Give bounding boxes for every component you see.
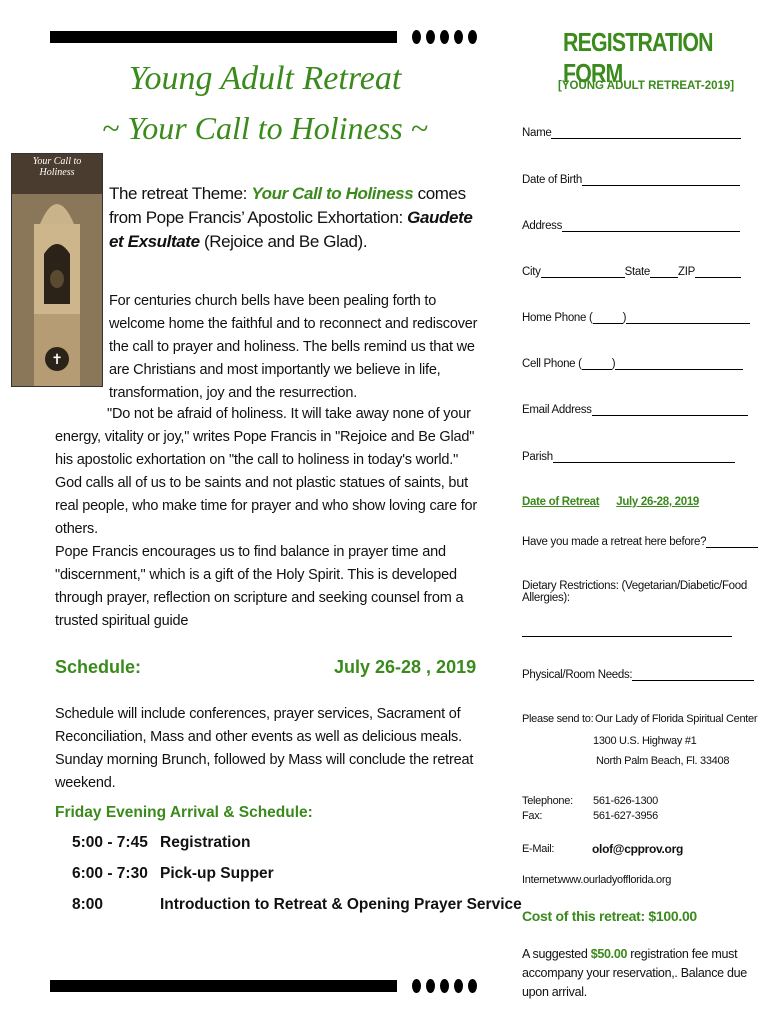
top-dots [412,30,477,44]
date-of-retreat-value: July 26-28, 2019 [616,496,700,508]
cell-phone-input-line[interactable] [615,357,743,370]
schedule-event: Pick-up Supper [160,865,274,882]
schedule-time: 5:00 - 7:45 [72,834,148,851]
svg-text:✝: ✝ [51,352,63,368]
parish-label: Parish [522,451,553,463]
dob-field[interactable] [522,173,740,186]
dietary-label: Dietary Restrictions: (Vegetarian/Diabetic/Food Allergies): [522,580,747,604]
physical-field[interactable] [522,668,754,681]
home-phone-area-line[interactable] [593,311,623,324]
theme-suffix: (Rejoice and Be Glad). [199,232,368,251]
retreat-subtitle: ~ Your Call to Holiness ~ [102,110,428,146]
dob-input-line[interactable] [582,173,740,186]
dot [454,30,463,44]
bottom-bar [50,980,397,992]
fee-paragraph [522,945,747,1002]
dot [426,30,435,44]
cell-phone-area-line[interactable] [582,357,612,370]
fee-suffix: registration fee must accompany your reservation,. Balance due upon arrival. [522,947,747,999]
city-input-line[interactable] [541,265,625,278]
cost-text: Cost of this retreat: $100.00 [522,908,697,924]
home-phone-field[interactable]: Home Phone ( ) [522,311,750,324]
dot [468,30,477,44]
retreat-before-field[interactable] [522,535,758,548]
fax-value: 561-627-3956 [593,810,658,822]
fee-amount: $50.00 [590,947,628,961]
balance-paragraph: Pope Francis encourages us to find balance in prayer time and "discernment," which is a gift of the Holy Spirit. This is developed through prayer, reflection on scripture and seeking counsel from a trusted spiritual guide [55,544,464,629]
physical-input-line[interactable] [632,668,754,681]
schedule-text: Schedule will include conferences, prayer services, Sacrament of Reconciliation, Mass and other events as well as delicious meals. Sunday morning Brunch, followed by Mass will conclude the retreat weekend. [55,706,474,791]
retreat-before-label: Have you made a retreat here before? [522,536,707,548]
dietary-field [522,580,770,604]
address-field[interactable] [522,219,740,232]
schedule-label: Schedule: [55,657,142,677]
telephone-value: 561-626-1300 [593,795,658,807]
schedule-event: Registration [160,834,251,851]
schedule-event: Introduction to Retreat & Opening Prayer Service [160,896,522,913]
dot [454,979,463,993]
date-of-retreat [522,496,699,508]
dot [412,30,421,44]
cell-phone-label: Cell Phone ( [522,358,582,370]
date-of-retreat-label: Date of Retreat [522,496,600,508]
retreat-before-input-line[interactable] [706,535,758,548]
state-label: State [624,266,650,278]
holiness-paragraph: "Do not be afraid of holiness. It will take away none of your energy, vitality or joy," writes Pope Francis in "Rejoice and Be Glad" his apostolic exhortation on "the call to holiness in today's world." God calls all of us to be saints and not plastic statues of saints, but real people, who make time for prayer and who show loving care for others. [55,406,478,537]
photo-caption: Your Call to Holiness [32,156,82,178]
send-to-name: Our Lady of Florida Spiritual Center [595,713,758,725]
fax-label: Fax: [522,810,543,822]
state-input-line[interactable] [650,265,678,278]
zip-label: ZIP [677,266,695,278]
schedule-time: 8:00 [72,896,104,913]
email-input-line[interactable] [592,403,748,416]
dot [440,979,449,993]
address-label: Address [522,220,563,232]
bells-paragraph: For centuries church bells have been pealing forth to welcome home the faithful and to reconnect and rediscover the call to prayer and holiness. The bells remind us that we are Christians and most importantly we believe in life, transformation, joy and the resurrection. [109,293,478,401]
email-contact-label: E-Mail: [522,843,555,855]
top-bar [50,31,397,43]
email-contact-value[interactable]: olof@cpprov.org [592,842,683,856]
theme-prefix: The retreat Theme: [109,184,252,203]
bottom-dots [412,979,477,993]
home-phone-label: Home Phone ( [522,312,593,324]
bell-tower-photo [11,153,103,387]
theme-paragraph [109,182,489,254]
dob-label: Date of Birth [522,174,583,186]
telephone-label: Telephone: [522,795,573,807]
retreat-title: Young Adult Retreat [128,60,402,97]
theme-title: Gaudete et Exsultate [109,208,473,251]
fee-prefix: A suggested [522,947,591,961]
internet-label: Internet: [522,874,560,886]
bell-tower-icon [12,154,102,386]
theme-mid: comes from Pope Francis’ Apostolic Exhortation: [109,184,466,227]
zip-input-line[interactable] [695,265,741,278]
internet-value[interactable]: www.ourladyofflorida.org [558,874,672,886]
dietary-input-line[interactable] [522,624,732,637]
email-label: Email Address [522,404,592,416]
send-to-city: North Palm Beach, Fl. 33408 [596,755,730,767]
home-phone-input-line[interactable] [626,311,750,324]
parish-input-line[interactable] [553,450,735,463]
dot [440,30,449,44]
registration-subtitle: [YOUNG ADULT RETREAT-2019] [558,80,735,92]
registration-form-title: REGISTRATION FORM [563,27,713,88]
send-to-label: Please send to: [522,713,594,725]
email-field[interactable] [522,403,748,416]
schedule-row [72,865,148,883]
name-input-line[interactable] [551,126,741,139]
schedule-dates: July 26-28 , 2019 [334,657,477,677]
schedule-time: 6:00 - 7:30 [72,865,148,882]
name-label: Name [522,127,552,139]
friday-label: Friday Evening Arrival & Schedule: [55,804,313,821]
city-state-zip-field[interactable] [522,265,741,278]
city-label: City [522,266,541,278]
name-field[interactable] [522,126,741,139]
theme-highlight: Your Call to Holiness [251,184,414,203]
address-input-line[interactable] [562,219,740,232]
cell-phone-field[interactable]: Cell Phone ( ) [522,357,743,370]
dot [426,979,435,993]
schedule-row [72,896,103,914]
dot [412,979,421,993]
parish-field[interactable] [522,450,735,463]
schedule-row [72,834,148,852]
physical-label: Physical/Room Needs: [522,669,633,681]
dot [468,979,477,993]
send-to-street: 1300 U.S. Highway #1 [593,735,697,747]
